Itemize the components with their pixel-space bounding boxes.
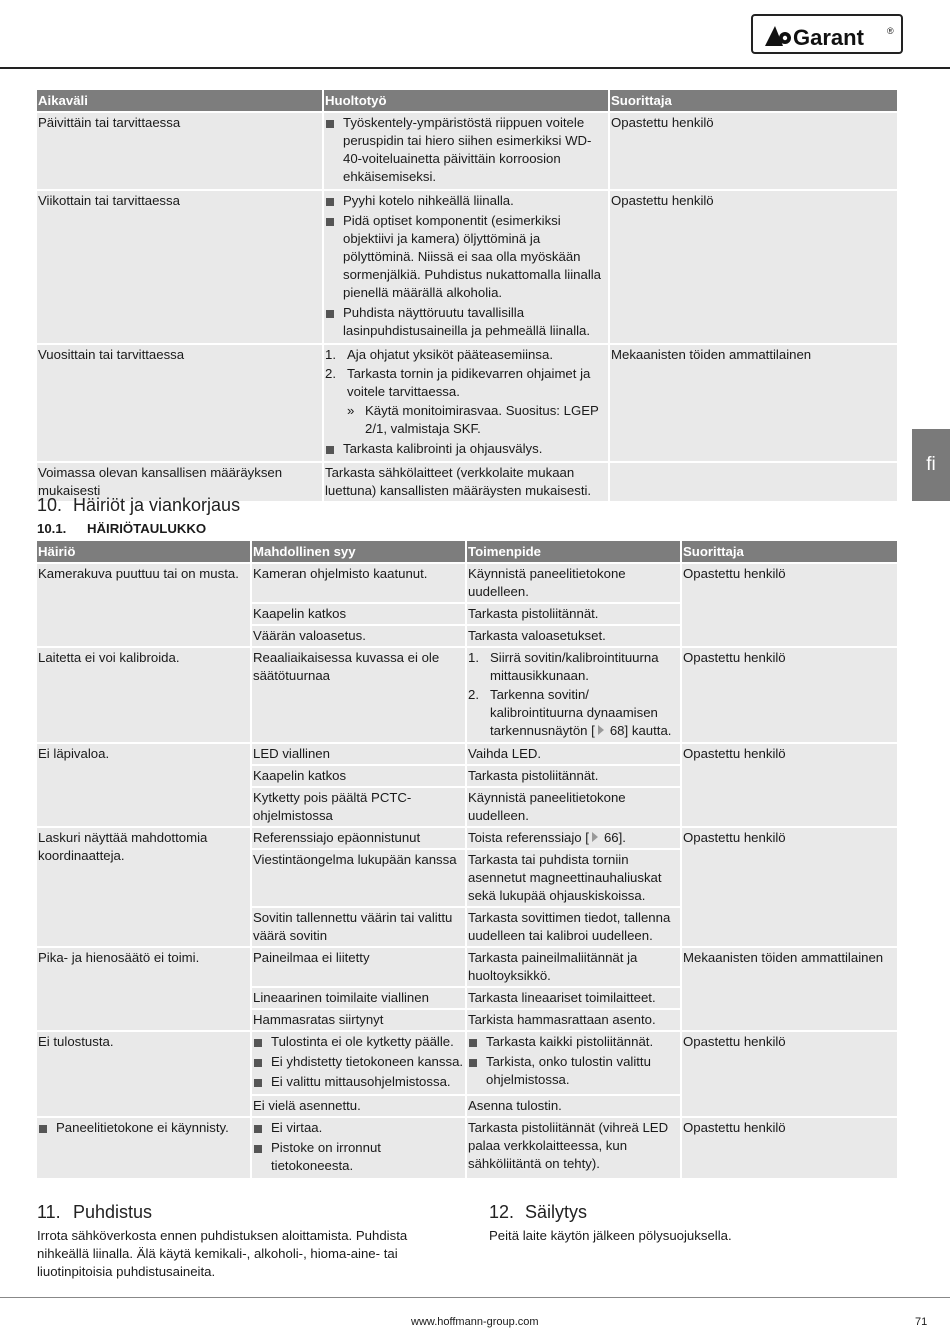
fault-cell: Ei läpivaloa. <box>37 742 250 826</box>
table-row <box>37 111 897 189</box>
paragraph: Peitä laite käytön jälkeen pölysuojuksella. <box>489 1228 732 1243</box>
table-row <box>37 742 897 764</box>
footer-rule <box>0 1297 950 1298</box>
table-row <box>37 826 897 848</box>
fault-cell <box>37 1116 250 1178</box>
list-item: 1. Siirrä sovitin/kalibrointituurna mittausikkunaan. <box>468 650 659 683</box>
page-ref-icon <box>598 725 604 735</box>
action-cell: Tarkasta pistoliitännät (vihreä LED palaa verkkolaitteessa, kun sähköliitäntä on tehty). <box>467 1116 680 1178</box>
column-header: Mahdollinen syy <box>252 541 465 562</box>
cause-cell <box>252 1116 465 1178</box>
list-item: Työskentely-ympäristöstä riippuen voitele peruspidin tai hiero siihen esimerkiksi WD-40-voiteluainetta päivittäin korroosion ehkäisemiseksi. <box>325 114 607 186</box>
performer-cell: Opastettu henkilö <box>682 1116 897 1178</box>
cause-cell: Lineaarinen toimilaite viallinen <box>252 986 465 1008</box>
interval-cell: Vuosittain tai tarvittaessa <box>37 343 322 461</box>
table-row <box>37 946 897 986</box>
language-tab[interactable]: fi <box>912 429 950 501</box>
table-row <box>37 343 897 461</box>
column-header: Huoltotyö <box>324 90 608 111</box>
performer-cell <box>610 461 897 501</box>
list-item: 1. Aja ohjatut yksiköt pääteasemiinsa. <box>325 347 553 362</box>
section-heading: 12. Säilytys <box>489 1202 588 1222</box>
cause-cell: Kameran ohjelmisto kaatunut. <box>252 562 465 602</box>
performer-cell: Opastettu henkilö <box>610 111 897 189</box>
column-header: Suorittaja <box>610 90 897 111</box>
cause-cell <box>252 1030 465 1094</box>
cause-cell: Paineilmaa ei liitetty <box>252 946 465 986</box>
column-header: Suorittaja <box>682 541 897 562</box>
column-header: Häiriö <box>37 541 250 562</box>
list-item: Tarkista, onko tulostin valittu ohjelmistossa. <box>468 1053 679 1089</box>
cause-cell: Väärän valoasetus. <box>252 624 465 646</box>
page-ref-icon <box>592 832 598 842</box>
interval-cell: Viikottain tai tarvittaessa <box>37 189 322 343</box>
list-item: 2. Tarkasta tornin ja pidikevarren ohjaimet ja voitele tarvittaessa. <box>325 366 591 399</box>
header-rule <box>0 67 950 69</box>
action-cell: Tarkasta sovittimen tiedot, tallenna uudelleen tai kalibroi uudelleen. <box>467 906 680 946</box>
table-row <box>37 646 897 742</box>
performer-cell: Opastettu henkilö <box>682 562 897 646</box>
list-item: Paneelitietokone ei käynnisty. <box>38 1119 249 1137</box>
action-cell: Tarkasta valoasetukset. <box>467 624 680 646</box>
action-cell: Tarkasta tai puhdista torniin asennetut magneettinauhaliuskat sekä lukupää ohjauskiskoissa. <box>467 848 680 906</box>
table-row <box>37 189 897 343</box>
section-heading: 11. Puhdistus <box>37 1202 153 1222</box>
cause-cell: Kaapelin katkos <box>252 764 465 786</box>
list-item: Pyyhi kotelo nihkeällä liinalla. <box>325 192 607 210</box>
page-ref-link[interactable]: 66]. <box>603 830 626 845</box>
result-note: » Käytä monitoimirasvaa. Suositus: LGEP 2/1, valmistaja SKF. <box>347 403 599 436</box>
garant-logo-mark-icon <box>753 16 901 52</box>
list-item: Ei virtaa. <box>253 1119 464 1137</box>
list-item: Tarkasta kalibrointi ja ohjausvälys. <box>325 440 607 458</box>
action-cell: Käynnistä paneelitietokone uudelleen. <box>467 562 680 602</box>
performer-cell: Mekaanisten töiden ammattilainen <box>682 946 897 1030</box>
performer-cell: Mekaanisten töiden ammattilainen <box>610 343 897 461</box>
task-cell <box>324 343 608 461</box>
action-cell: Toista referenssiajo [ 66]. <box>467 826 680 848</box>
list-item: Ei valittu mittausohjelmistossa. <box>253 1073 464 1091</box>
subsection-heading: 10.1. HÄIRIÖTAULUKKO <box>37 521 207 536</box>
table-row <box>37 1116 897 1178</box>
footer-url[interactable]: www.hoffmann-group.com <box>411 1316 539 1328</box>
list-item: 2. Tarkenna sovitin/ kalibrointituurna dynaamisen tarkennusnäytön [ 68] kautta. <box>468 687 672 738</box>
svg-text:®: ® <box>887 26 894 36</box>
cause-cell: Hammasratas siirtynyt <box>252 1008 465 1030</box>
action-cell: Tarkista hammasrattaan asento. <box>467 1008 680 1030</box>
fault-table <box>35 541 899 1178</box>
column-header: Toimenpide <box>467 541 680 562</box>
page-number: 71 <box>915 1316 928 1328</box>
garant-logo <box>751 14 903 54</box>
performer-cell: Opastettu henkilö <box>682 646 897 742</box>
performer-cell: Opastettu henkilö <box>682 742 897 826</box>
action-cell: Tarkasta pistoliitännät. <box>467 764 680 786</box>
list-item: Ei yhdistetty tietokoneen kanssa. <box>253 1053 464 1071</box>
cause-cell: Reaaliaikaisessa kuvassa ei ole säätötuurnaa <box>252 646 465 742</box>
table-row <box>37 1030 897 1094</box>
cause-cell: Kaapelin katkos <box>252 602 465 624</box>
interval-cell: Päivittäin tai tarvittaessa <box>37 111 322 189</box>
table-row <box>37 562 897 602</box>
fault-cell: Laitetta ei voi kalibroida. <box>37 646 250 742</box>
fault-cell: Laskuri näyttää mahdottomia koordinaatteja. <box>37 826 250 946</box>
fault-cell: Kamerakuva puuttuu tai on musta. <box>37 562 250 646</box>
list-item: Pidä optiset komponentit (esimerkiksi objektiivi ja kamera) öljyttöminä ja pölyttöminä. Niissä ei saa olla myöskään sormenjälkiä. Puhdistus nukattomalla liinalla pienellä määrällä alkoholia. <box>325 212 607 302</box>
cause-cell: Referenssiajo epäonnistunut <box>252 826 465 848</box>
maintenance-table <box>35 90 899 501</box>
cause-cell: Sovitin tallennettu väärin tai valittu väärä sovitin <box>252 906 465 946</box>
fault-cell: Ei tulostusta. <box>37 1030 250 1116</box>
list-item: Tarkasta kaikki pistoliitännät. <box>468 1033 679 1051</box>
performer-cell: Opastettu henkilö <box>682 826 897 946</box>
action-cell: Tarkasta lineaariset toimilaitteet. <box>467 986 680 1008</box>
action-cell: Käynnistä paneelitietokone uudelleen. <box>467 786 680 826</box>
action-cell: Asenna tulostin. <box>467 1094 680 1116</box>
svg-text:Garant: Garant <box>793 25 864 50</box>
performer-cell: Opastettu henkilö <box>682 1030 897 1116</box>
section-heading: 10. Häiriöt ja viankorjaus <box>37 495 241 515</box>
interval-cell: Voimassa olevan kansallisen määräyksen mukaisesti <box>37 461 322 501</box>
action-cell: Tarkasta pistoliitännät. <box>467 602 680 624</box>
fault-cell: Pika- ja hienosäätö ei toimi. <box>37 946 250 1030</box>
paragraph: Irrota sähköverkosta ennen puhdistuksen aloittamista. Puhdista nihkeällä liinalla. Älä käytä kemikali-, alkoholi-, hioma-aine- tai liuotinpitoisia puhdistusaineita. <box>37 1228 408 1279</box>
list-item: Tulostinta ei ole kytketty päälle. <box>253 1033 464 1051</box>
action-cell: Vaihda LED. <box>467 742 680 764</box>
cause-cell: LED viallinen <box>252 742 465 764</box>
task-cell <box>324 111 608 189</box>
task-cell <box>324 189 608 343</box>
list-item: Puhdista näyttöruutu tavallisilla lasinpuhdistusaineilla ja pehmeällä liinalla. <box>325 304 607 340</box>
performer-cell: Opastettu henkilö <box>610 189 897 343</box>
column-header: Aikaväli <box>37 90 322 111</box>
action-cell <box>467 646 680 742</box>
cause-cell: Kytketty pois päältä PCTC-ohjelmistossa <box>252 786 465 826</box>
cause-cell: Ei vielä asennettu. <box>252 1094 465 1116</box>
cause-cell: Viestintäongelma lukupään kanssa <box>252 848 465 906</box>
action-cell: Tarkasta paineilmaliitännät ja huoltoyksikkö. <box>467 946 680 986</box>
page-ref-link[interactable]: 68] <box>609 723 629 738</box>
list-item: Pistoke on irronnut tietokoneesta. <box>253 1139 464 1175</box>
action-cell <box>467 1030 680 1094</box>
task-cell: Tarkasta sähkölaitteet (verkkolaite mukaan luettuna) kansallisten määräysten mukaisesti. <box>324 461 608 501</box>
